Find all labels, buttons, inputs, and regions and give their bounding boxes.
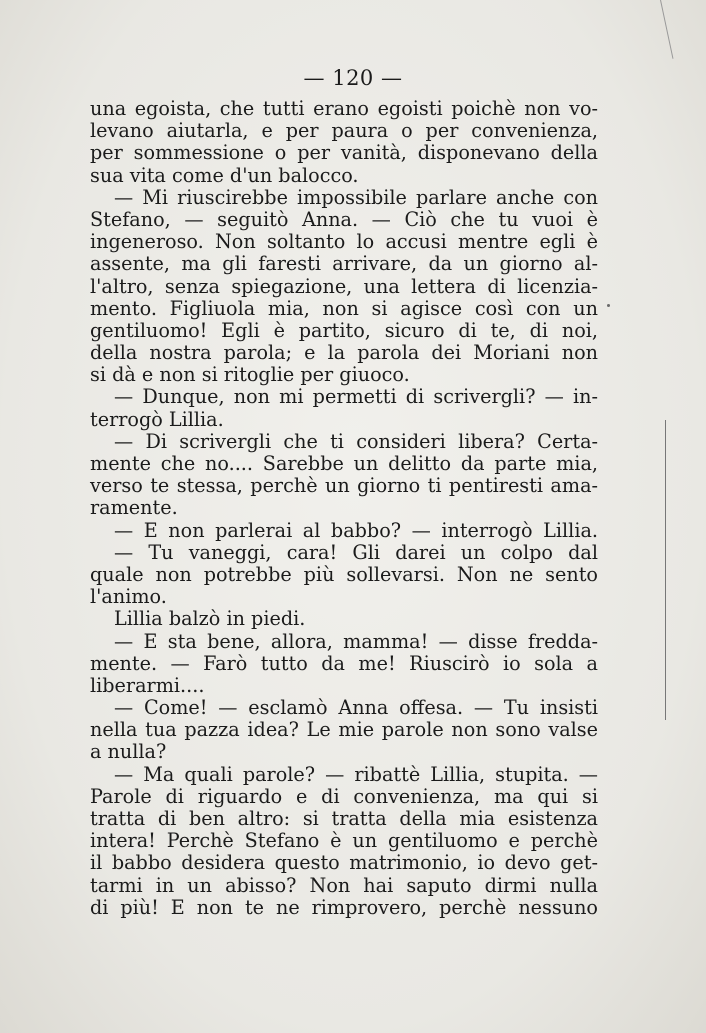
text-line: gentiluomo! Egli è partito, sicuro di te, di noi, [90, 318, 598, 342]
text-line: mente che no.... Sarebbe un delitto da parte mia, [90, 452, 598, 475]
text-line: tratta di ben altro: si tratta della mia esistenza [90, 807, 598, 830]
text-line: della nostra parola; e la parola dei Moriani non [90, 341, 598, 365]
text-line: si dà e non si ritoglie per giuoco. [90, 363, 410, 387]
body-text [90, 98, 598, 919]
text-line: l'altro, senza spiegazione, una lettera di licenzia- [90, 274, 598, 298]
text-line: tarmi in un abisso? Non hai saputo dirmi nulla [90, 873, 598, 897]
text-line: intera! Perchè Stefano è un gentiluomo e perchè [90, 829, 598, 853]
text-line: Stefano, — seguitò Anna. — Ciò che tu vuoi è [90, 207, 598, 231]
text-line: — Ma quali parole? — ribattè Lillia, stupita. — [114, 762, 598, 786]
text-line: Parole di riguardo e di convenienza, ma qui si [90, 784, 598, 808]
text-line: l'animo. [90, 585, 167, 609]
text-line: ramente. [90, 496, 178, 520]
text-line: — E sta bene, allora, mamma! — disse fredda- [114, 629, 598, 653]
text-line: — Come! — esclamò Anna offesa. — Tu insisti [114, 696, 598, 720]
text-line: quale non potrebbe più sollevarsi. Non ne sento [90, 562, 598, 586]
text-line: liberarmi.... [90, 673, 205, 697]
text-line: di più! E non te ne rimprovero, perchè nessuno [90, 895, 598, 919]
text-line: una egoista, che tutti erano egoisti poichè non vo- [90, 97, 598, 120]
text-line: il babbo desidera questo matrimonio, io devo get- [90, 851, 598, 875]
page-number: — 120 — [303, 66, 403, 90]
text-line: — Di scrivergli che ti consideri libera? Certa- [114, 429, 598, 453]
text-line: levano aiutarla, e per paura o per convenienza, [90, 119, 598, 143]
text-line: terrogò Lillia. [90, 407, 224, 431]
text-line: mente. — Farò tutto da me! Riuscirò io sola a [90, 651, 598, 675]
text-line: — Dunque, non mi permetti di scrivergli? — in- [114, 385, 598, 409]
scan-edge-mark [665, 420, 666, 720]
text-line: Lillia balzò in piedi. [114, 607, 306, 631]
text-line: a nulla? [90, 740, 167, 764]
text-line: verso te stessa, perchè un giorno ti pentiresti ama- [90, 474, 598, 498]
text-line: — Mi riuscirebbe impossibile parlare anche con [114, 185, 598, 209]
text-line: — E non parlerai al babbo? — interrogò Lillia. [114, 518, 598, 542]
text-line: sua vita come d'un balocco. [90, 163, 359, 187]
text-line: — Tu vaneggi, cara! Gli darei un colpo dal [114, 540, 598, 564]
text-line: assente, ma gli faresti arrivare, da un giorno al- [90, 252, 598, 276]
text-line: per sommessione o per vanità, disponevano della [90, 141, 598, 165]
text-line: ingeneroso. Non soltanto lo accusi mentre egli è [90, 230, 598, 254]
text-line: mento. Figliuola mia, non si agisce così con un [90, 296, 598, 320]
text-line: nella tua pazza idea? Le mie parole non sono valse [90, 718, 598, 742]
scan-speck [607, 304, 610, 307]
